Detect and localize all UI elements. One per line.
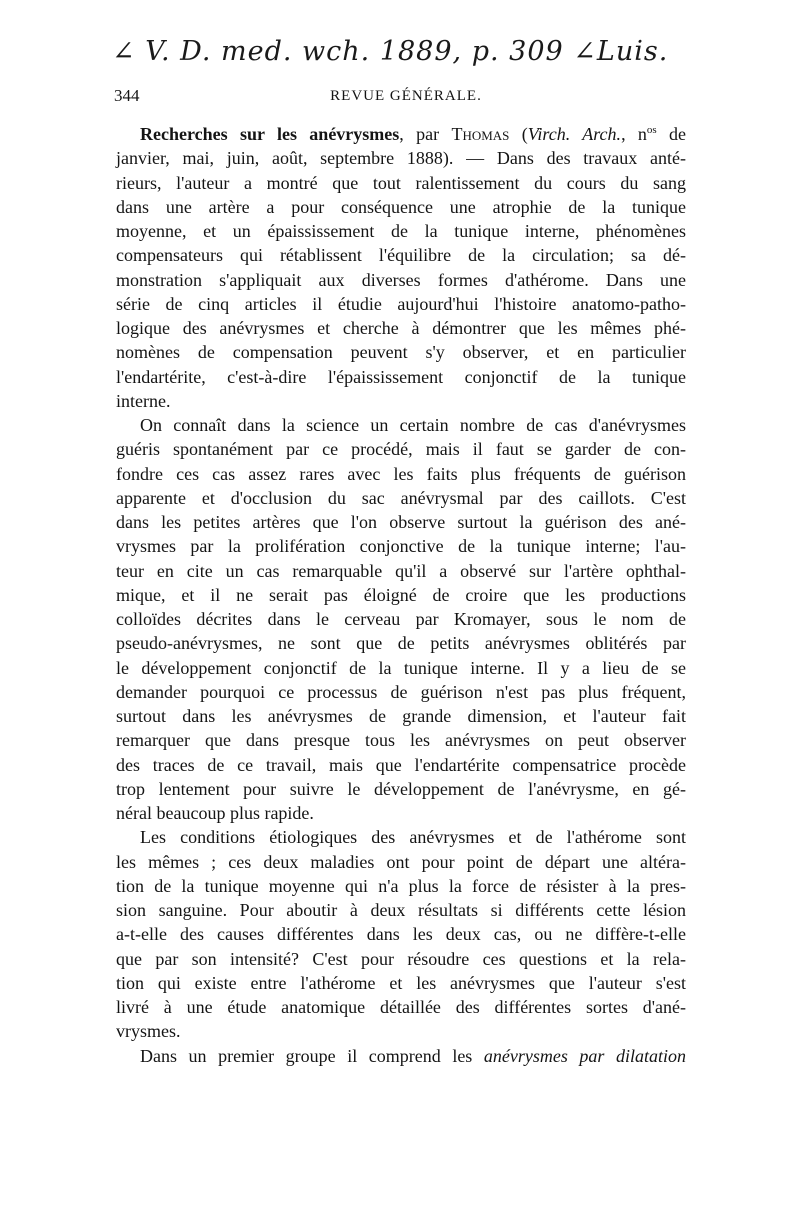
text-line: des traces de ce travail, mais que l'endartérite compensatrice procède bbox=[116, 754, 686, 775]
p4-italic: anévrysmes par dilatation bbox=[483, 1045, 687, 1066]
text-line: surtout dans les anévrysmes de grande dimension, et l'auteur fait bbox=[116, 706, 686, 726]
p4-start: Dans un premier groupe il comprend les bbox=[140, 1045, 484, 1066]
text-line: demander pourquoi ce processus de guérison n'est pas plus fréquent, bbox=[116, 681, 686, 702]
text-line: moyenne, et un épaississement de la tunique interne, phénomènes bbox=[116, 221, 686, 241]
author: Thomas bbox=[451, 124, 510, 144]
journal: Virch. Arch. bbox=[527, 124, 622, 144]
text-line: janvier, mai, juin, août, septembre 1888). — Dans des travaux anté- bbox=[116, 148, 686, 169]
text-line: a-t-elle des causes différentes dans les deux cas, ou ne diffère-t-elle bbox=[116, 924, 686, 945]
text-line: le développement conjonctif de la tunique interne. Il y a lieu de se bbox=[116, 657, 686, 678]
text-line: tion qui existe entre l'athérome et les anévrysmes que l'auteur s'est bbox=[116, 972, 686, 993]
paragraph-3 bbox=[116, 825, 686, 1043]
paragraph-2 bbox=[116, 413, 686, 825]
text-line: interne. bbox=[116, 390, 171, 411]
handwritten-annotation: ∠ V. D. med. wch. 1889, p. 309 ∠Luis. bbox=[112, 36, 669, 67]
ref-sup: os bbox=[646, 124, 657, 136]
text-line: que par son intensité? C'est pour résoudre ces questions et la rela- bbox=[116, 948, 686, 969]
text-line: colloïdes décrites dans le cerveau par Kromayer, sous le nom de bbox=[116, 609, 686, 629]
text-line: apparente et d'occlusion du sac anévrysmal par des caillots. C'est bbox=[116, 487, 686, 508]
text-line: tion de la tunique moyenne qui n'a plus la force de résister à la pres- bbox=[116, 875, 686, 896]
page-number: 344 bbox=[114, 86, 140, 105]
text-line: teur en cite un cas remarquable qu'il a observé sur l'artère ophthal- bbox=[116, 560, 686, 581]
text-line: nomènes de compensation peuvent s'y observer, et en particulier bbox=[116, 342, 686, 363]
text-line: rieurs, l'auteur a montré que tout ralentissement du cours du sang bbox=[116, 172, 686, 193]
text-line: remarquer que dans presque tous les anévrysmes on peut observer bbox=[116, 730, 686, 751]
text-line: fondre ces cas assez rares avec les faits plus fréquents de guérison bbox=[116, 463, 686, 484]
text-line: vrysmes par la prolifération conjonctive de la tunique interne; l'au- bbox=[116, 536, 686, 557]
text-line: dans les petites artères que l'on observe surtout la guérison des ané- bbox=[116, 512, 686, 532]
text-line: livré à une étude anatomique détaillée des différentes sortes d'ané- bbox=[116, 997, 686, 1017]
text-line: compensateurs qui rétablissent l'équilibre de la circulation; sa dé- bbox=[116, 245, 686, 266]
text-line: guéris spontanément par ce procédé, mais il faut se garder de con- bbox=[116, 439, 686, 460]
text-line: vrysmes. bbox=[116, 1021, 181, 1042]
text-line: sion sanguine. Pour aboutir à deux résultats si différents cette lésion bbox=[116, 900, 686, 920]
article-first-line bbox=[116, 122, 686, 146]
running-title: REVUE GÉNÉRALE. bbox=[330, 88, 482, 104]
text-line: néral beaucoup plus rapide. bbox=[116, 803, 314, 823]
text-line: Les conditions étiologiques des anévrysmes et de l'athérome sont bbox=[140, 827, 686, 848]
article-body bbox=[116, 122, 686, 1068]
text-line: l'endartérite, c'est-à-dire l'épaississement conjonctif de la tunique bbox=[116, 366, 686, 387]
ref-nos: , n bbox=[621, 124, 647, 144]
ref-open: ( bbox=[509, 124, 528, 144]
article-title: Recherches sur les anévrysmes bbox=[140, 124, 400, 144]
text-line: série de cinq articles il étudie aujourd'hui l'histoire anatomo-patho- bbox=[116, 293, 686, 314]
ref-end: de bbox=[656, 124, 687, 144]
text-line: les mêmes ; ces deux maladies ont pour point de départ une altéra- bbox=[116, 851, 686, 872]
text-line: dans une artère a pour conséquence une atrophie de la tunique bbox=[116, 196, 686, 217]
text-line: mique, et il ne serait pas éloigné de croire que les productions bbox=[116, 584, 686, 605]
text-line: On connaît dans la science un certain nombre de cas d'anévrysmes bbox=[140, 415, 686, 435]
text-line: pseudo-anévrysmes, ne sont que de petits anévrysmes oblitérés par bbox=[116, 633, 686, 654]
text-line: trop lentement pour suivre le développement de l'anévrysme, en gé- bbox=[116, 778, 686, 799]
text-line: monstration s'appliquait aux diverses formes d'athérome. Dans une bbox=[116, 269, 686, 290]
paragraph-4-line bbox=[116, 1044, 686, 1068]
paragraph-1 bbox=[116, 146, 686, 413]
author-intro: , par bbox=[399, 124, 452, 144]
text-line: logique des anévrysmes et cherche à démontrer que les mêmes phé- bbox=[116, 318, 686, 338]
